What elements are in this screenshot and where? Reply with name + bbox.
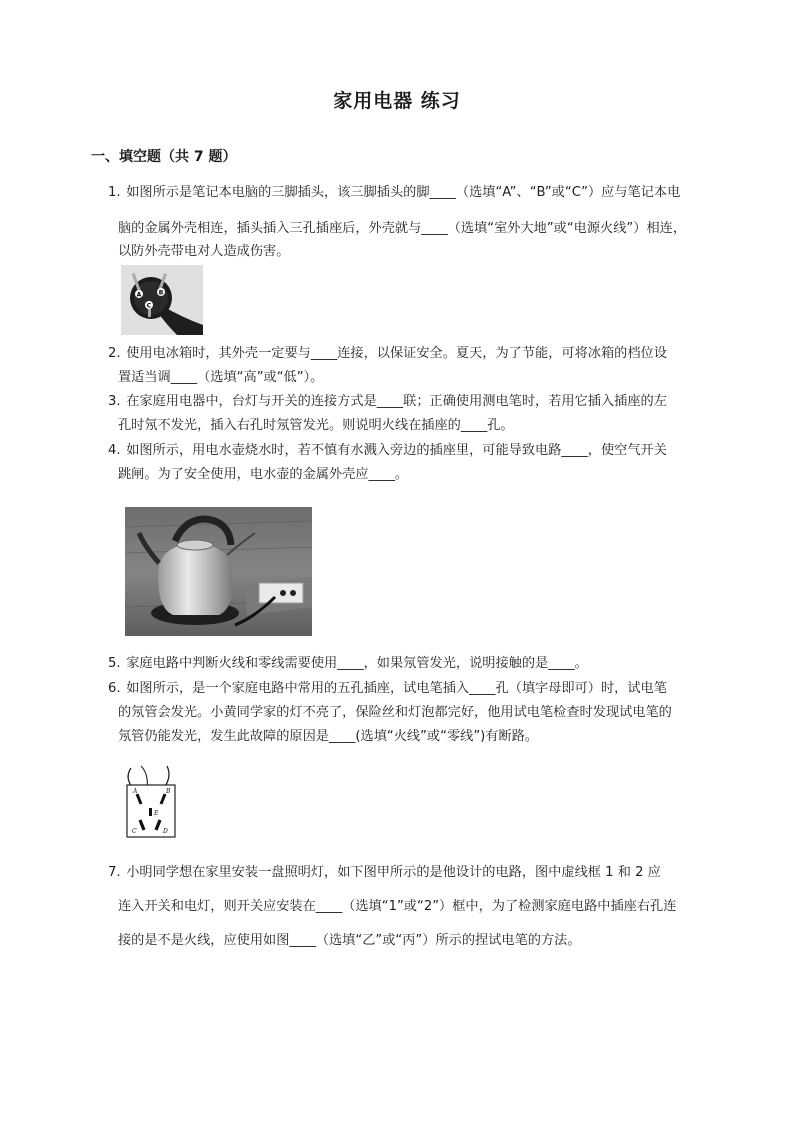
- question-text: 使用电冰箱时，其外壳一定要与____连接，以保证安全。夏天，为了节能，可将冰箱的档位设: [126, 346, 667, 361]
- socket-label: D: [163, 828, 168, 835]
- socket-label: C: [132, 828, 137, 835]
- question-2: [108, 344, 704, 388]
- question-3: [108, 392, 704, 436]
- question-number: 2.: [108, 346, 121, 361]
- question-text: 置适当调____（选填“高”或“低”）。: [118, 370, 324, 385]
- question-text: 小明同学想在家里安装一盘照明灯，如下图甲所示的是他设计的电路，图中虚线框 1 和 2 应: [126, 865, 661, 880]
- question-5: [108, 654, 704, 674]
- socket-figure: [121, 760, 181, 840]
- question-number: 5.: [108, 656, 121, 671]
- section-heading: 一、填空题（共 7 题）: [91, 149, 237, 165]
- question-number: 4.: [108, 443, 121, 458]
- plug-label: B: [158, 289, 164, 297]
- question-text: 如图所示，用电水壶烧水时，若不慎有水溅入旁边的插座里，可能导致电路____，使空气开关: [126, 443, 667, 458]
- question-text: 的氖管会发光。小黄同学家的灯不亮了，保险丝和灯泡都完好，他用试电笔检查时发现试电笔的: [118, 705, 672, 720]
- socket-label: B: [166, 788, 171, 795]
- question-text: 如图所示，是一个家庭电路中常用的五孔插座，试电笔插入____孔（填字母即可）时，试电笔: [126, 681, 667, 696]
- question-1: [108, 183, 704, 262]
- question-number: 6.: [108, 681, 121, 696]
- question-number: 1.: [108, 185, 121, 200]
- plug-label: C: [146, 302, 152, 310]
- question-number: 3.: [108, 394, 121, 409]
- question-text: 氖管仍能发光，发生此故障的原因是____(选填“火线”或“零线”)有断路。: [118, 729, 539, 744]
- question-text: 家庭电路中判断火线和零线需要使用____，如果氖管发光，说明接触的是____。: [126, 656, 588, 671]
- kettle-figure: [125, 507, 312, 636]
- socket-label: A: [133, 788, 138, 795]
- plug-label: A: [136, 291, 142, 299]
- question-text: 跳闸。为了安全使用，电水壶的金属外壳应____。: [118, 467, 409, 482]
- question-text: 连入开关和电灯，则开关应安装在____（选填“1”或“2”）框中，为了检测家庭电路中插座右孔连: [118, 899, 677, 914]
- question-7: [108, 863, 704, 951]
- question-text: 如图所示是笔记本电脑的三脚插头，该三脚插头的脚____（选填“A”、“B”或“C”）应与笔记本电: [126, 185, 681, 200]
- question-text: 接的是不是火线，应使用如图____（选填“乙”或“丙”）所示的捏试电笔的方法。: [118, 933, 581, 948]
- socket-label: E: [154, 810, 159, 817]
- page-title: 家用电器 练习: [333, 90, 461, 112]
- question-4: [108, 441, 704, 485]
- question-text: 脑的金属外壳相连，插头插入三孔插座后，外壳就与____（选填“室外大地”或“电源火线”）相连，: [118, 221, 687, 236]
- question-text: 孔时氖不发光，插入右孔时氖管发光。则说明火线在插座的____孔。: [118, 418, 514, 433]
- plug-figure: [121, 265, 203, 335]
- question-text: 在家庭用电器中，台灯与开关的连接方式是____联；正确使用测电笔时，若用它插入插座的左: [126, 394, 667, 409]
- question-6: [108, 679, 704, 747]
- question-text: 以防外壳带电对人造成伤害。: [118, 244, 290, 259]
- question-number: 7.: [108, 865, 121, 880]
